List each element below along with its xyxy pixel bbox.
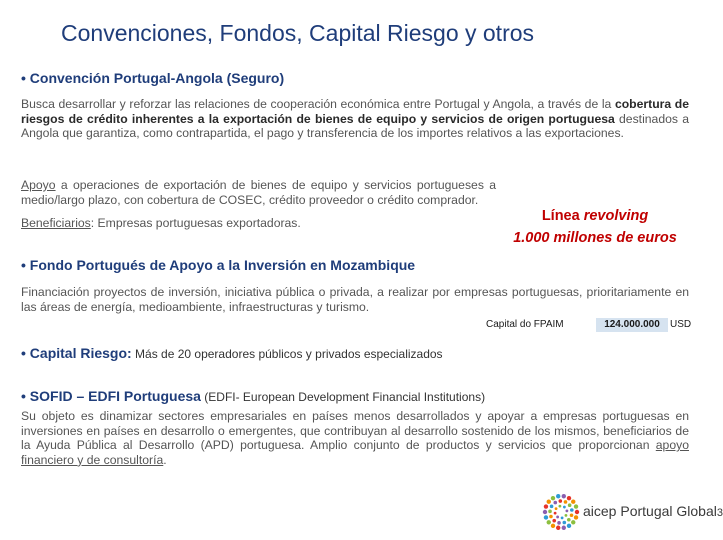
logo-dot <box>561 516 564 519</box>
logo-dot <box>557 521 561 525</box>
section-heading-sofid <box>21 388 485 404</box>
logo-dot <box>544 515 548 519</box>
section-heading-capital-riesgo <box>21 345 443 361</box>
linea-label: Línea revolving <box>541 208 649 224</box>
heading-text: Capital Riesgo: <box>29 345 132 361</box>
page-title: Convenciones, Fondos, Capital Riesgo y otros <box>61 20 535 46</box>
logo-dot <box>565 509 568 512</box>
bold-text-span: cobertura de riesgos de crédito inherentes a la exportación de bienes de equipo y servicios de origen portuguesa <box>21 97 690 126</box>
logo-dot <box>571 500 575 504</box>
text-span: a operaciones de exportación de bienes de equipo y servicios portugueses a medio/largo plazo, con cobertura de COSEC, crédito proveedor o crédito comprador. <box>21 178 496 207</box>
logo-dot <box>551 496 555 500</box>
page-number: 3 <box>716 507 723 519</box>
text-span: destinados a Angola que garantiza, como contrapartida, el pago y transferencia de los importes relativos a las exportaciones. <box>21 111 689 141</box>
logo-text: aicep Portugal Global3 <box>583 503 723 519</box>
apoyo-label: Apoyo <box>21 178 56 192</box>
bullet: • <box>21 70 26 86</box>
section-heading-fondo <box>21 257 415 273</box>
logo-dot <box>563 506 566 509</box>
bullet: • <box>21 388 26 404</box>
logo-dot <box>564 500 568 504</box>
linea-revolving-callout <box>500 205 690 249</box>
logo-dot <box>567 524 571 528</box>
fpaim-capital-row <box>482 318 692 332</box>
logo-dot <box>556 516 559 519</box>
logo-dot <box>570 508 574 512</box>
logo-dot <box>548 510 552 514</box>
logo-dot <box>567 518 571 522</box>
logo-dot <box>543 510 547 514</box>
capital-value: 124.000.000 <box>596 318 668 332</box>
bullet: • <box>21 257 26 273</box>
logo-dot <box>575 510 579 514</box>
heading-text: Fondo Portugués de Apoyo a la Inversión en Mozambique <box>29 257 416 273</box>
apoyo-paragraph <box>21 178 496 207</box>
fondo-description: Financiación proyectos de inversión, iniciativa pública o privada, a realizar por empresas portuguesas, prioritariamente en las áreas de energía, medioambiente, infraestructuras y turismo. <box>21 285 689 314</box>
capital-riesgo-text: Más de 20 operadores públicos y privados especializados <box>131 347 443 361</box>
capital-label: Capital do FPAIM <box>486 319 564 330</box>
dotted-circle-logo-icon <box>541 492 581 532</box>
logo-dot <box>547 500 551 504</box>
logo-dot <box>556 494 560 498</box>
section-heading-convencion <box>21 70 284 86</box>
logo-dot <box>550 505 554 509</box>
aicep-logo <box>541 492 723 532</box>
text-span: Su objeto es dinamizar sectores empresariales en países menos desarrollados y apoyar a empresas portuguesas en inversiones en países en desarrollo o emergentes, que contribuyan al desarrollo sostenido de los mismos, beneficiarios de la Ayuda Pública al Desarrollo (APD) portuguesa. Amplio conjunto de productos y servicios que proporcionan <box>21 409 689 453</box>
text-span: : Empresas portuguesas exportadoras. <box>90 216 301 230</box>
convencion-description <box>21 97 689 141</box>
logo-dot <box>549 515 553 519</box>
logo-dot <box>571 520 575 524</box>
logo-dot <box>559 499 563 503</box>
heading-subtext: (EDFI- European Development Financial Institutions) <box>200 390 486 404</box>
heading-text: SOFID – EDFI Portuguesa <box>29 388 201 404</box>
logo-dot <box>555 507 558 510</box>
logo-dot <box>574 515 578 519</box>
logo-dot <box>562 526 566 530</box>
apoyo-financiero-link[interactable]: apoyo financiero y de consultoría <box>21 438 689 467</box>
logo-dot <box>544 504 548 508</box>
logo-dot <box>551 524 555 528</box>
logo-dot <box>552 519 556 523</box>
logo-dot <box>556 526 560 530</box>
logo-dot <box>553 501 557 505</box>
logo-dot <box>567 496 571 500</box>
logo-dot <box>554 512 557 515</box>
logo-dot <box>547 520 551 524</box>
text-span: Busca desarrollar y reforzar las relaciones de cooperación económica entre Portugal y Angola, a través de la <box>21 97 615 111</box>
logo-dot <box>570 513 574 517</box>
logo-dot <box>562 521 566 525</box>
linea-amount: 1.000 millones de euros <box>513 230 677 246</box>
logo-dot <box>562 494 566 498</box>
text-span: . <box>163 452 167 467</box>
logo-dot <box>558 505 561 508</box>
logo-dot <box>568 503 572 507</box>
sofid-description <box>21 409 689 467</box>
bullet: • <box>21 345 26 361</box>
capital-currency: USD <box>670 319 692 330</box>
heading-text: Convención Portugal-Angola (Seguro) <box>29 70 285 86</box>
beneficiarios-label: Beneficiarios <box>21 216 91 230</box>
logo-dot <box>574 504 578 508</box>
logo-dot <box>565 514 568 517</box>
